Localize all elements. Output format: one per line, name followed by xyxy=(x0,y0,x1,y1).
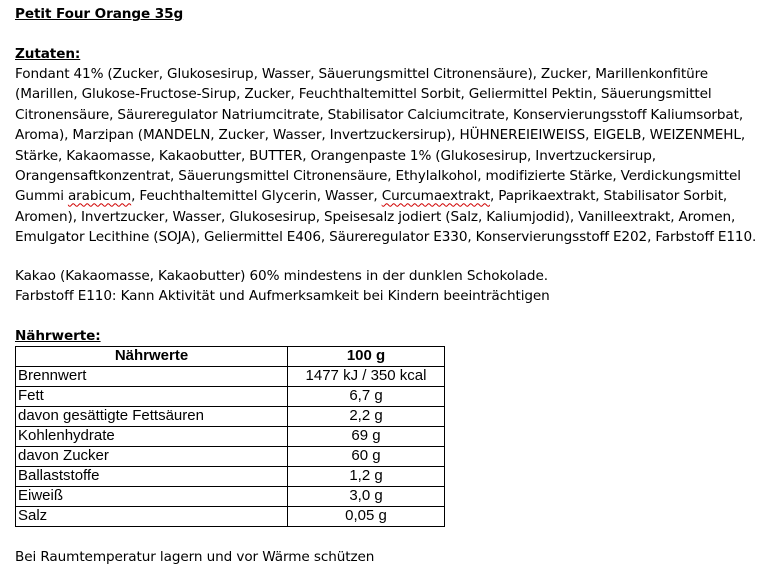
ingredients-line: Orangensaftkonzentrat, Säuerungsmittel Citronensäure, Ethylalkohol, modifizierte Stärke, Verdickungsmittel xyxy=(15,168,741,185)
nutrient-value: 1477 kJ / 350 kcal xyxy=(288,366,445,386)
ingredients-line: Citronensäure, Säureregulator Natriumcitrate, Stabilisator Calciumcitrate, Konservierungsstoff Kaliumsorbat, xyxy=(15,106,744,123)
nutrient-name: Salz xyxy=(16,506,288,526)
nutrient-name: Brennwert xyxy=(16,366,288,386)
column-header-per-100g: 100 g xyxy=(288,346,445,366)
nutrient-name: Eiweiß xyxy=(16,486,288,506)
table-row xyxy=(16,486,445,506)
storage-note: Bei Raumtemperatur lagern und vor Wärme schützen xyxy=(15,548,375,565)
ingredients-line: Emulgator Lecithine (SOJA), Geliermittel E406, Säureregulator E330, Konservierungsstoff E202, Farbstoff E110. xyxy=(15,229,757,246)
ingredients-line: (Marillen, Glukose-Fructose-Sirup, Zucker, Feuchthaltemittel Sorbit, Geliermittel Pektin, Säuerungsmittel xyxy=(15,86,712,103)
nutrient-value: 0,05 g xyxy=(288,506,445,526)
ingredients-text-fragment: Gummi xyxy=(15,188,68,205)
table-row xyxy=(16,506,445,526)
ingredients-line: Fondant 41% (Zucker, Glukosesirup, Wasser, Säuerungsmittel Citronensäure), Zucker, Marillenkonfitüre xyxy=(15,66,709,82)
table-row xyxy=(16,426,445,446)
nutrient-value: 3,0 g xyxy=(288,486,445,506)
nutrient-value: 2,2 g xyxy=(288,406,445,426)
nutrient-name: davon Zucker xyxy=(16,446,288,466)
table-row xyxy=(16,446,445,466)
colorant-warning: Farbstoff E110: Kann Aktivität und Aufmerksamkeit bei Kindern beeinträchtigen xyxy=(15,287,550,304)
nutrient-value: 1,2 g xyxy=(288,466,445,486)
table-row xyxy=(16,366,445,386)
ingredients-line xyxy=(15,186,767,206)
ingredients-heading: Zutaten: xyxy=(15,46,81,62)
document-page xyxy=(15,4,767,567)
ingredients-line: Aromen), Invertzucker, Wasser, Glukosesirup, Speisesalz jodiert (Salz, Kaliumjodid), Vanilleextrakt, Aromen, xyxy=(15,208,736,225)
table-row xyxy=(16,386,445,406)
column-header-nutrient: Nährwerte xyxy=(16,346,288,366)
cocoa-note: Kakao (Kakaomasse, Kakaobutter) 60% mindestens in der dunklen Schokolade. xyxy=(15,267,548,284)
nutrient-name: Ballaststoffe xyxy=(16,466,288,486)
nutrient-name: davon gesättigte Fettsäuren xyxy=(16,406,288,426)
ingredients-text-fragment: , Paprikaextrakt, Stabilisator Sorbit, xyxy=(489,188,728,205)
ingredients-text xyxy=(15,64,767,248)
table-row xyxy=(16,466,445,486)
nutrition-table xyxy=(15,346,445,527)
ingredients-text-fragment: , Feuchthaltemittel Glycerin, Wasser, xyxy=(131,188,382,205)
spellcheck-flagged-word[interactable]: Curcumaextrakt xyxy=(381,188,490,205)
table-row xyxy=(16,406,445,426)
nutrient-value: 60 g xyxy=(288,446,445,466)
nutrition-heading: Nährwerte: xyxy=(15,327,101,344)
ingredients-line: Aroma), Marzipan (MANDELN, Zucker, Wasser, Invertzuckersirup), HÜHNEREIEIWEISS, EIGELB, WEIZENMEHL, xyxy=(15,127,746,144)
nutrient-value: 6,7 g xyxy=(288,386,445,406)
spellcheck-flagged-word[interactable]: arabicum xyxy=(67,188,132,205)
nutrient-value: 69 g xyxy=(288,426,445,446)
table-header-row xyxy=(16,346,445,366)
nutrient-name: Fett xyxy=(16,386,288,406)
ingredients-line: Stärke, Kakaomasse, Kakaobutter, BUTTER, Orangenpaste 1% (Glukosesirup, Invertzuckersirup, xyxy=(15,147,657,164)
nutrient-name: Kohlenhydrate xyxy=(16,426,288,446)
product-title: Petit Four Orange 35g xyxy=(15,6,184,22)
